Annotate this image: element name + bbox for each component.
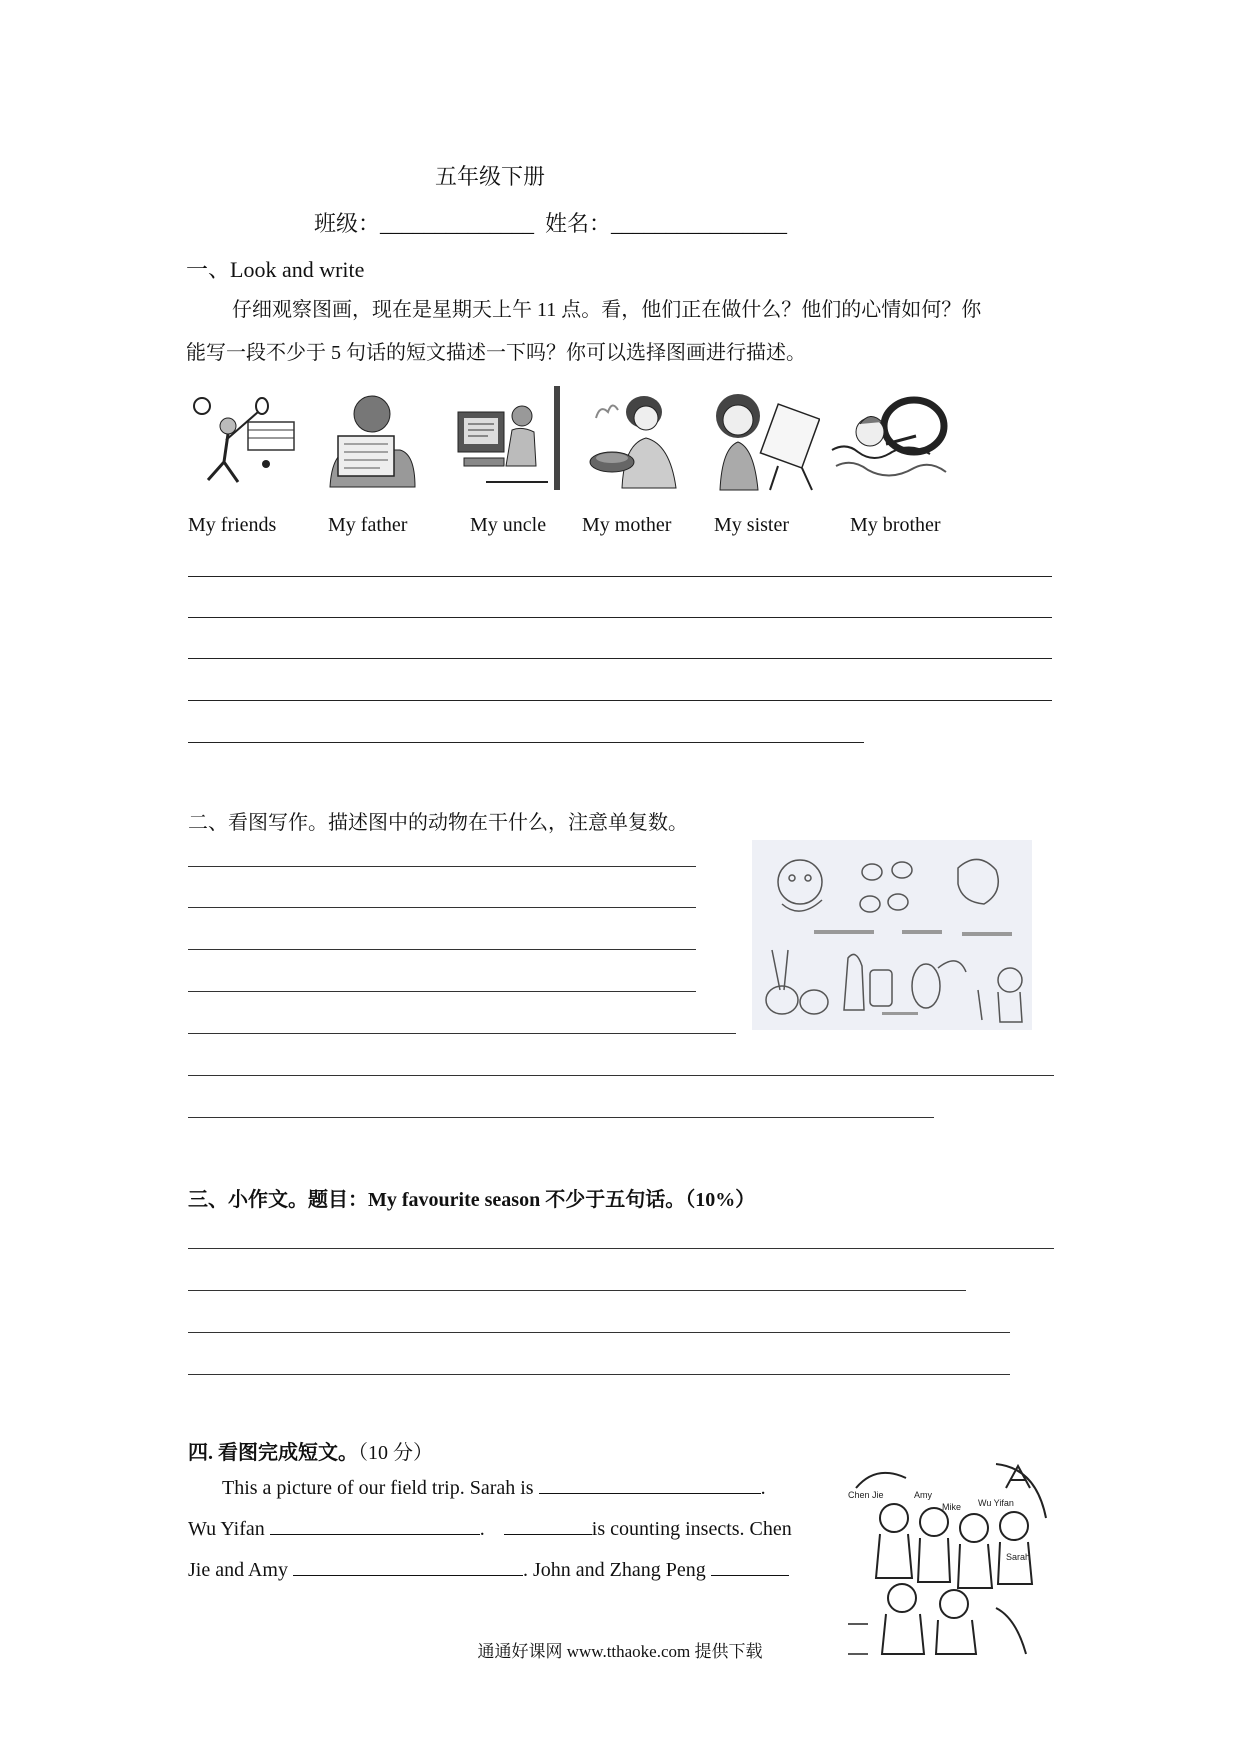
passage-text-4: Jie and Amy (188, 1559, 288, 1581)
name-blank[interactable]: ________________ (611, 211, 788, 236)
writing-line[interactable] (188, 617, 1052, 618)
caption-my-brother: My brother (850, 514, 941, 536)
section4-heading-score: （10 分） (358, 1442, 433, 1464)
caption-my-friends: My friends (188, 514, 277, 536)
passage-text-2: Wu Yifan (188, 1518, 265, 1540)
picture-label: Amy (914, 1490, 932, 1500)
writing-line[interactable] (188, 576, 1052, 577)
answer-blank[interactable] (539, 1475, 761, 1494)
caption-my-father: My father (328, 514, 408, 536)
footer-text: 通通好课网 www.tthaoke.com 提供下载 (477, 1642, 763, 1661)
passage-text-5: . John and Zhang Peng (523, 1559, 706, 1581)
passage-period: . (479, 1518, 485, 1540)
father-reading-newspaper-icon (320, 392, 420, 492)
answer-blank[interactable] (293, 1557, 523, 1576)
passage-text-3: is counting insects. Chen (591, 1518, 792, 1540)
writing-line[interactable] (188, 991, 696, 992)
caption-my-mother: My mother (582, 514, 672, 536)
passage-text-1: This a picture of our field trip. Sarah is (222, 1477, 534, 1499)
answer-blank[interactable] (504, 1516, 592, 1535)
writing-line[interactable] (188, 1075, 1054, 1076)
caption-my-sister: My sister (714, 514, 789, 536)
section2-heading: 二、看图写作。描述图中的动物在干什么，注意单复数。 (188, 812, 688, 834)
section4-line-3 (188, 1550, 789, 1590)
section1-heading: 一、Look and write (186, 257, 365, 282)
picture-label: Mike (942, 1502, 962, 1512)
field-trip-picture (846, 1458, 1056, 1658)
section1-instruction-1: 仔细观察图画，现在是星期天上午 11 点。看，他们正在做什么？他们的心情如何？你 (232, 299, 982, 321)
section4-heading-title: 四. 看图完成短文。 (188, 1442, 358, 1464)
badminton-player-icon (188, 392, 298, 492)
section1-instruction-2: 能写一段不少于 5 句话的短文描述一下吗？你可以选择图画进行描述。 (186, 342, 806, 364)
uncle-at-computer-icon (456, 386, 562, 492)
writing-line[interactable] (188, 1290, 966, 1291)
name-label: 姓名： (545, 211, 612, 236)
animals-activity-picture (752, 840, 1032, 1030)
passage-period: . (760, 1477, 766, 1499)
writing-line[interactable] (188, 866, 696, 867)
writing-line[interactable] (188, 700, 1052, 701)
writing-line[interactable] (188, 1117, 934, 1118)
section4-line-1 (222, 1468, 766, 1508)
picture-label: Chen Jie (848, 1490, 884, 1500)
picture-label: Sarah (1006, 1552, 1031, 1562)
section4-line-2 (188, 1509, 792, 1549)
sister-painting-icon (708, 386, 820, 492)
section4-heading (188, 1436, 433, 1465)
writing-line[interactable] (188, 1332, 1010, 1333)
class-blank[interactable]: ______________ (380, 211, 535, 236)
writing-line[interactable] (188, 1374, 1010, 1375)
answer-blank[interactable] (711, 1557, 789, 1576)
writing-line[interactable] (188, 658, 1052, 659)
writing-line[interactable] (188, 907, 696, 908)
picture-label: Wu Yifan (978, 1498, 1014, 1508)
mother-cooking-icon (586, 388, 688, 492)
page-title: 五年级下册 (434, 164, 545, 189)
writing-line[interactable] (188, 949, 696, 950)
student-info-row (314, 207, 787, 238)
brother-swimming-icon (830, 392, 948, 492)
section3-heading: 三、小作文。题目：My favourite season 不少于五句话。（10%） (188, 1189, 756, 1211)
caption-my-uncle: My uncle (470, 514, 547, 536)
writing-line[interactable] (188, 1033, 736, 1034)
writing-line[interactable] (188, 742, 864, 743)
writing-line[interactable] (188, 1248, 1054, 1249)
class-label: 班级： (314, 211, 381, 236)
answer-blank[interactable] (270, 1516, 480, 1535)
